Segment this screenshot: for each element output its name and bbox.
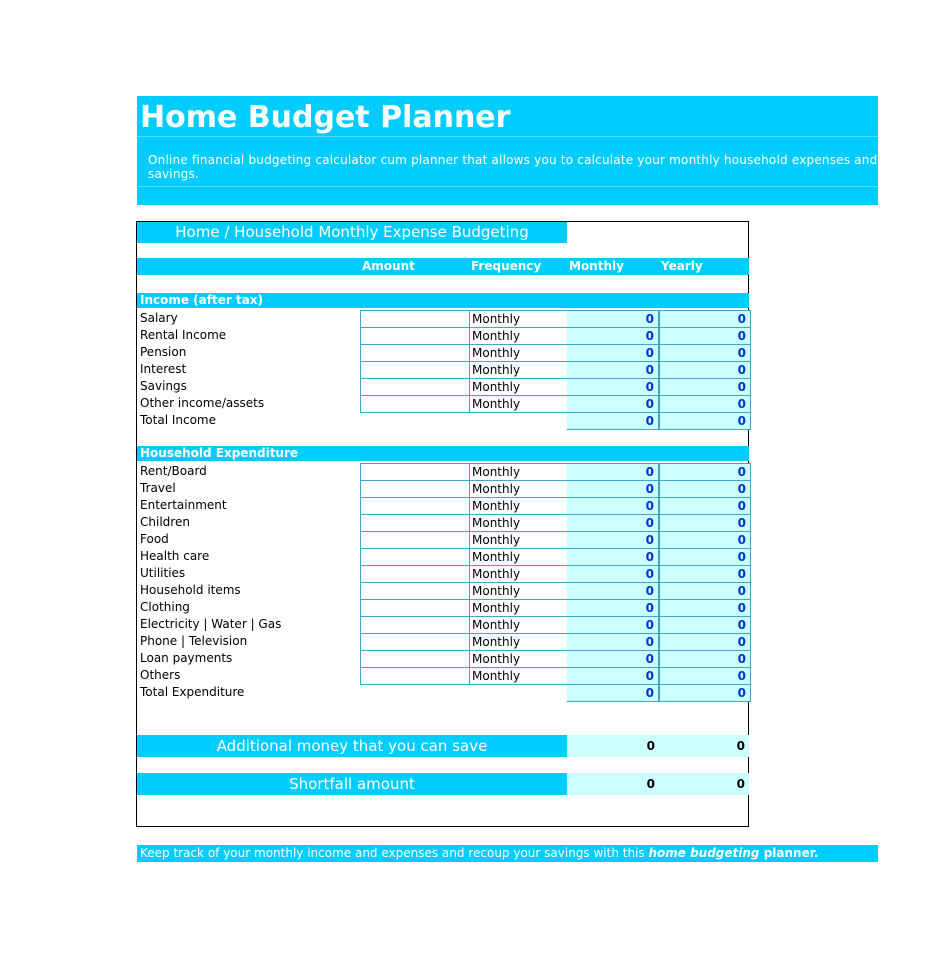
row-label: Salary [140, 311, 178, 325]
total-yearly-cell [659, 412, 751, 430]
yearly-value: 0 [737, 550, 746, 564]
row-label: Entertainment [140, 498, 227, 512]
footer-emphasis: home budgeting [648, 846, 760, 860]
row-label: Food [140, 532, 169, 546]
amount-input[interactable] [360, 327, 470, 345]
frequency-value: Monthly [472, 618, 521, 632]
shortfall-label-text: Shortfall amount [137, 773, 567, 795]
amount-input[interactable] [360, 633, 470, 651]
amount-input[interactable] [360, 582, 470, 600]
frequency-select[interactable] [469, 395, 568, 413]
frequency-value: Monthly [472, 652, 521, 666]
frequency-value: Monthly [472, 550, 521, 564]
expense-row [137, 616, 749, 633]
savings-label: Additional money that you can save [137, 735, 567, 757]
amount-input[interactable] [360, 616, 470, 634]
amount-input[interactable] [360, 599, 470, 617]
row-label: Others [140, 668, 181, 682]
frequency-value: Monthly [472, 669, 521, 683]
monthly-cell [567, 344, 659, 362]
savings-monthly-value: 0 [646, 739, 655, 753]
total-monthly-value: 0 [645, 686, 654, 700]
yearly-cell [659, 480, 751, 498]
monthly-cell [567, 361, 659, 379]
frequency-select[interactable] [469, 565, 568, 583]
yearly-value: 0 [737, 380, 746, 394]
monthly-cell [567, 633, 659, 651]
monthly-value: 0 [645, 380, 654, 394]
expense-row [137, 480, 749, 497]
frequency-value: Monthly [472, 499, 521, 513]
monthly-cell [567, 497, 659, 515]
expense-row [137, 497, 749, 514]
expense-row [137, 599, 749, 616]
amount-input[interactable] [360, 514, 470, 532]
expenditure-section-label: Household Expenditure [140, 446, 299, 460]
footer-text [140, 846, 818, 860]
monthly-value: 0 [645, 397, 654, 411]
header-banner [137, 96, 878, 205]
frequency-select[interactable] [469, 327, 568, 345]
page-title: Home Budget Planner [140, 100, 511, 135]
frequency-value: Monthly [472, 465, 521, 479]
frequency-select[interactable] [469, 497, 568, 515]
monthly-cell [567, 565, 659, 583]
frequency-value: Monthly [472, 329, 521, 343]
income-row [137, 344, 749, 361]
amount-input[interactable] [360, 310, 470, 328]
row-label: Rental Income [140, 328, 227, 342]
monthly-cell [567, 310, 659, 328]
banner-gridline [137, 186, 878, 187]
column-header-amount: Amount [362, 259, 415, 273]
income-row [137, 395, 749, 412]
yearly-value: 0 [737, 346, 746, 360]
expense-row [137, 514, 749, 531]
column-header-frequency: Frequency [471, 259, 542, 273]
monthly-value: 0 [645, 346, 654, 360]
monthly-value: 0 [645, 635, 654, 649]
frequency-select[interactable] [469, 480, 568, 498]
shortfall-monthly-value: 0 [646, 777, 655, 791]
yearly-cell [659, 327, 751, 345]
frequency-select[interactable] [469, 582, 568, 600]
amount-input[interactable] [360, 650, 470, 668]
savings-yearly-cell [659, 735, 749, 757]
row-label: Electricity | Water | Gas [140, 617, 282, 631]
amount-input[interactable] [360, 480, 470, 498]
row-label: Phone | Television [140, 634, 248, 648]
yearly-cell [659, 531, 751, 549]
yearly-cell [659, 599, 751, 617]
expense-row [137, 650, 749, 667]
column-header-monthly: Monthly [569, 259, 624, 273]
monthly-cell [567, 548, 659, 566]
yearly-cell [659, 310, 751, 328]
frequency-value: Monthly [472, 601, 521, 615]
row-label: Savings [140, 379, 187, 393]
frequency-select[interactable] [469, 344, 568, 362]
yearly-value: 0 [737, 567, 746, 581]
row-label: Interest [140, 362, 187, 376]
shortfall-row [137, 773, 749, 795]
amount-input[interactable] [360, 378, 470, 396]
expenditure-section-header [137, 446, 749, 461]
amount-input[interactable] [360, 565, 470, 583]
yearly-cell [659, 565, 751, 583]
frequency-value: Monthly [472, 482, 521, 496]
yearly-cell [659, 582, 751, 600]
monthly-cell [567, 480, 659, 498]
total-monthly-value: 0 [645, 414, 654, 428]
amount-input[interactable] [360, 667, 470, 685]
amount-input[interactable] [360, 531, 470, 549]
yearly-cell [659, 497, 751, 515]
column-header-row [137, 258, 749, 275]
frequency-select[interactable] [469, 310, 568, 328]
monthly-value: 0 [645, 669, 654, 683]
yearly-value: 0 [737, 516, 746, 530]
yearly-cell [659, 548, 751, 566]
footer-bar [137, 845, 878, 862]
frequency-select[interactable] [469, 463, 568, 481]
total-monthly-cell [567, 412, 659, 430]
frequency-select[interactable] [469, 616, 568, 634]
yearly-cell [659, 650, 751, 668]
row-label: Loan payments [140, 651, 233, 665]
amount-input[interactable] [360, 463, 470, 481]
yearly-cell [659, 395, 751, 413]
monthly-cell [567, 599, 659, 617]
income-section-label: Income (after tax) [140, 293, 264, 307]
yearly-cell [659, 633, 751, 651]
monthly-value: 0 [645, 601, 654, 615]
yearly-cell [659, 463, 751, 481]
monthly-cell [567, 327, 659, 345]
row-label: Clothing [140, 600, 190, 614]
expense-row [137, 548, 749, 565]
yearly-value: 0 [737, 482, 746, 496]
monthly-value: 0 [645, 516, 654, 530]
monthly-value: 0 [645, 499, 654, 513]
shortfall-yearly-cell [659, 773, 749, 795]
monthly-cell [567, 378, 659, 396]
shortfall-monthly-cell [567, 773, 659, 795]
expense-row [137, 667, 749, 684]
monthly-cell [567, 395, 659, 413]
amount-input[interactable] [360, 497, 470, 515]
monthly-value: 0 [645, 465, 654, 479]
income-row [137, 310, 749, 327]
income-row [137, 327, 749, 344]
row-label: Health care [140, 549, 210, 563]
column-header-yearly: Yearly [661, 259, 703, 273]
panel-title: Home / Household Monthly Expense Budgeting [137, 222, 567, 243]
amount-input[interactable] [360, 361, 470, 379]
yearly-cell [659, 514, 751, 532]
monthly-value: 0 [645, 329, 654, 343]
frequency-select[interactable] [469, 378, 568, 396]
row-label: Household items [140, 583, 241, 597]
frequency-value: Monthly [472, 516, 521, 530]
monthly-value: 0 [645, 482, 654, 496]
yearly-value: 0 [737, 499, 746, 513]
total-yearly-value: 0 [737, 686, 746, 700]
yearly-value: 0 [737, 397, 746, 411]
frequency-select[interactable] [469, 531, 568, 549]
frequency-value: Monthly [472, 567, 521, 581]
frequency-select[interactable] [469, 548, 568, 566]
monthly-cell [567, 650, 659, 668]
yearly-value: 0 [737, 652, 746, 666]
savings-monthly-cell [567, 735, 659, 757]
frequency-value: Monthly [472, 635, 521, 649]
yearly-value: 0 [737, 669, 746, 683]
footer-tail: planner. [759, 846, 819, 860]
monthly-value: 0 [645, 533, 654, 547]
monthly-cell [567, 616, 659, 634]
frequency-value: Monthly [472, 380, 521, 394]
expense-row [137, 582, 749, 599]
shortfall-yearly-value: 0 [736, 777, 745, 791]
yearly-cell [659, 667, 751, 685]
amount-input[interactable] [360, 395, 470, 413]
total-label: Total Income [140, 413, 216, 427]
income-total-row [137, 412, 749, 429]
yearly-value: 0 [737, 618, 746, 632]
amount-input[interactable] [360, 344, 470, 362]
monthly-cell [567, 531, 659, 549]
frequency-select[interactable] [469, 667, 568, 685]
frequency-value: Monthly [472, 533, 521, 547]
yearly-cell [659, 378, 751, 396]
expense-row [137, 633, 749, 650]
monthly-value: 0 [645, 550, 654, 564]
yearly-value: 0 [737, 584, 746, 598]
monthly-value: 0 [645, 312, 654, 326]
page-subtitle: Online financial budgeting calculator cum planner that allows you to calculate your monthly household expenses and savings. [148, 153, 878, 181]
frequency-value: Monthly [472, 397, 521, 411]
row-label: Other income/assets [140, 396, 265, 410]
yearly-value: 0 [737, 465, 746, 479]
row-label: Travel [140, 481, 176, 495]
yearly-value: 0 [737, 601, 746, 615]
frequency-value: Monthly [472, 584, 521, 598]
monthly-cell [567, 667, 659, 685]
monthly-cell [567, 582, 659, 600]
row-label: Utilities [140, 566, 186, 580]
frequency-select[interactable] [469, 514, 568, 532]
income-section-header [137, 293, 749, 308]
monthly-value: 0 [645, 363, 654, 377]
monthly-value: 0 [645, 584, 654, 598]
monthly-cell [567, 514, 659, 532]
expense-total-row [137, 684, 749, 701]
yearly-value: 0 [737, 312, 746, 326]
savings-yearly-value: 0 [736, 739, 745, 753]
yearly-cell [659, 361, 751, 379]
monthly-value: 0 [645, 567, 654, 581]
total-monthly-cell [567, 684, 659, 702]
expense-row [137, 531, 749, 548]
yearly-cell [659, 616, 751, 634]
row-label: Rent/Board [140, 464, 207, 478]
total-yearly-cell [659, 684, 751, 702]
frequency-value: Monthly [472, 312, 521, 326]
income-row [137, 378, 749, 395]
frequency-value: Monthly [472, 363, 521, 377]
footer-text-main: Keep track of your monthly income and expenses and recoup your savings with this [140, 846, 649, 860]
total-label: Total Expenditure [140, 685, 245, 699]
savings-row [137, 735, 749, 757]
income-row [137, 361, 749, 378]
row-label: Pension [140, 345, 187, 359]
expense-row [137, 565, 749, 582]
monthly-value: 0 [645, 618, 654, 632]
frequency-value: Monthly [472, 346, 521, 360]
amount-input[interactable] [360, 548, 470, 566]
monthly-cell [567, 463, 659, 481]
total-yearly-value: 0 [737, 414, 746, 428]
frequency-select[interactable] [469, 361, 568, 379]
frequency-select[interactable] [469, 650, 568, 668]
row-label: Children [140, 515, 190, 529]
yearly-cell [659, 344, 751, 362]
monthly-value: 0 [645, 652, 654, 666]
frequency-select[interactable] [469, 633, 568, 651]
yearly-value: 0 [737, 329, 746, 343]
expense-row [137, 463, 749, 480]
yearly-value: 0 [737, 635, 746, 649]
banner-gridline [137, 136, 878, 137]
frequency-select[interactable] [469, 599, 568, 617]
yearly-value: 0 [737, 533, 746, 547]
yearly-value: 0 [737, 363, 746, 377]
